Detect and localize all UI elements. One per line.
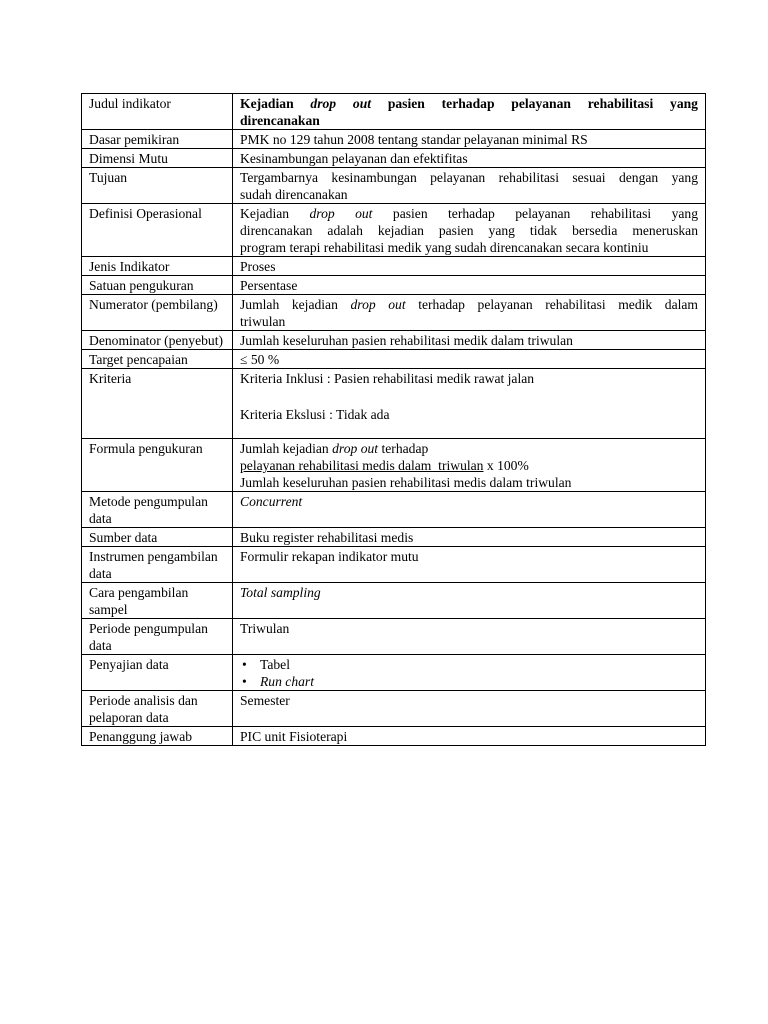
row-label: Periode analisis dan pelaporan data	[82, 691, 233, 727]
row-value-cara: Total sampling	[233, 583, 706, 619]
table-row-penyajian	[82, 655, 706, 691]
row-label: Penyajian data	[82, 655, 233, 691]
table-row-satuan	[82, 276, 706, 295]
spacer	[240, 387, 698, 406]
row-value-metode: Concurrent	[233, 492, 706, 528]
row-value-target: ≤ 50 %	[233, 350, 706, 369]
row-value-denominator: Jumlah keseluruhan pasien rehabilitasi medik dalam triwulan	[233, 331, 706, 350]
row-value-satuan: Persentase	[233, 276, 706, 295]
row-label: Formula pengukuran	[82, 439, 233, 492]
row-value-instrumen: Formulir rekapan indikator mutu	[233, 547, 706, 583]
table-row-formula	[82, 439, 706, 492]
table-row-penanggung	[82, 727, 706, 746]
table-row-sumber	[82, 528, 706, 547]
row-value-judul: Kejadian drop out pasien terhadap pelayanan rehabilitasi yang direncanakan	[233, 94, 706, 130]
table-row-dasar	[82, 130, 706, 149]
row-label: Instrumen pengambilan data	[82, 547, 233, 583]
kriteria-eksklusi: Kriteria Ekslusi : Tidak ada	[240, 407, 390, 422]
table-row-cara	[82, 583, 706, 619]
table-row-periode-analisis	[82, 691, 706, 727]
row-value-jenis: Proses	[233, 257, 706, 276]
row-label: Numerator (pembilang)	[82, 295, 233, 331]
row-label: Definisi Operasional	[82, 204, 233, 257]
row-label: Cara pengambilan sampel	[82, 583, 233, 619]
row-label: Metode pengumpulan data	[82, 492, 233, 528]
row-value-periode-pengumpulan: Triwulan	[233, 619, 706, 655]
row-label: Satuan pengukuran	[82, 276, 233, 295]
list-item: • Run chart	[242, 674, 314, 689]
row-label: Denominator (penyebut)	[82, 331, 233, 350]
row-value-numerator: Jumlah kejadian drop out terhadap pelayanan rehabilitasi medik dalam triwulan	[233, 295, 706, 331]
row-label: Penanggung jawab	[82, 727, 233, 746]
row-value-kriteria	[233, 369, 706, 439]
table-row-metode	[82, 492, 706, 528]
row-label: Dasar pemikiran	[82, 130, 233, 149]
table-row-tujuan	[82, 168, 706, 204]
row-label: Judul indikator	[82, 94, 233, 130]
row-label: Kriteria	[82, 369, 233, 439]
row-label: Jenis Indikator	[82, 257, 233, 276]
formula-line-2: pelayanan rehabilitasi medis dalam triwulan x 100%	[240, 458, 529, 473]
row-value-periode-analisis: Semester	[233, 691, 706, 727]
table-row-kriteria	[82, 369, 706, 439]
kriteria-inklusi: Kriteria Inklusi : Pasien rehabilitasi medik rawat jalan	[240, 371, 535, 386]
table-row-instrumen	[82, 547, 706, 583]
row-value-definisi: Kejadian drop out pasien terhadap pelayanan rehabilitasi yang direncanakan adalah kejadian pasien yang tidak bersedia meneruskan program terapi rehabilitasi medik yang sudah direncanakan secara kontiniu	[233, 204, 706, 257]
list-item: • Tabel	[242, 657, 290, 672]
table-row-target	[82, 350, 706, 369]
row-value-penanggung: PIC unit Fisioterapi	[233, 727, 706, 746]
row-value-penyajian	[233, 655, 706, 691]
row-label: Dimensi Mutu	[82, 149, 233, 168]
row-label: Target pencapaian	[82, 350, 233, 369]
indicator-profile-table	[81, 93, 706, 746]
row-label: Sumber data	[82, 528, 233, 547]
formula-line-1: Jumlah kejadian drop out terhadap	[240, 441, 429, 456]
row-label: Tujuan	[82, 168, 233, 204]
row-value-dimensi: Kesinambungan pelayanan dan efektifitas	[233, 149, 706, 168]
bullet-icon: •	[242, 657, 247, 672]
table-row-definisi	[82, 204, 706, 257]
table-row-dimensi	[82, 149, 706, 168]
table-row-jenis	[82, 257, 706, 276]
table-row-numerator	[82, 295, 706, 331]
bullet-icon: •	[242, 674, 247, 689]
row-value-tujuan: Tergambarnya kesinambungan pelayanan rehabilitasi sesuai dengan yang sudah direncanakan	[233, 168, 706, 204]
row-value-sumber: Buku register rehabilitasi medis	[233, 528, 706, 547]
formula-line-3: Jumlah keseluruhan pasien rehabilitasi medis dalam triwulan	[240, 475, 572, 490]
row-value-dasar: PMK no 129 tahun 2008 tentang standar pelayanan minimal RS	[233, 130, 706, 149]
table-row-denominator	[82, 331, 706, 350]
row-value-formula	[233, 439, 706, 492]
table-row-judul	[82, 94, 706, 130]
penyajian-list	[240, 656, 698, 690]
table-row-periode-pengumpulan	[82, 619, 706, 655]
row-label: Periode pengumpulan data	[82, 619, 233, 655]
